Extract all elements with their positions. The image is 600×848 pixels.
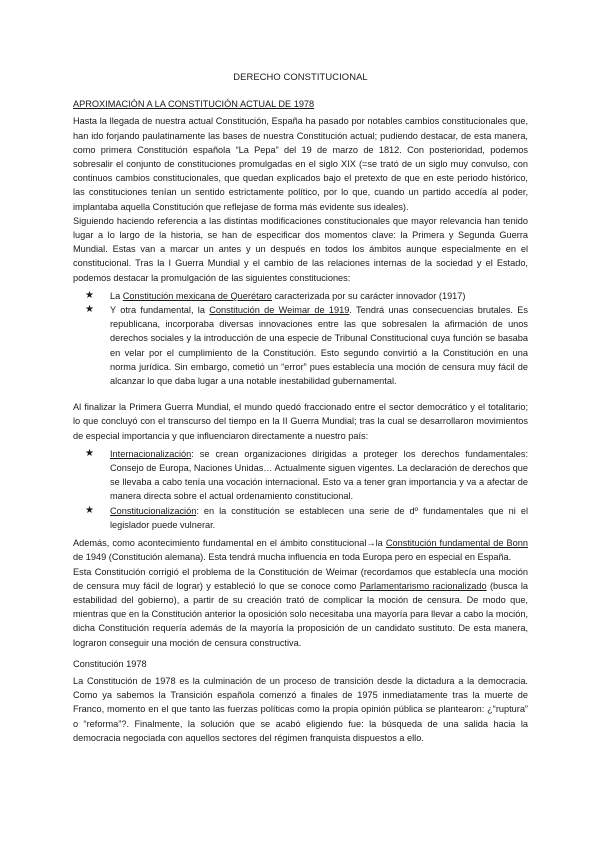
- underlined-term: Constitución fundamental de Bonn: [385, 538, 528, 549]
- underlined-term: Constitucionalización: [110, 505, 197, 516]
- movements-list: [73, 447, 528, 532]
- list-item: ★ Y otra fundamental, la Constitución de Weimar de 1919. Tendrá unas consecuencias brutales. Es republicana, incorporaba diversas innovaciones entre las que sobresalen la afirmación de unos derechos sociales y la introducción de una especie de Tribunal Constitucional cuya función se basaba en velar por el cumplimiento de la Constitución. Esto segundo convirtió a la Constitución en una norma jurídica. Sin embargo, cometió un “error” pues establecía una moción de censura muy fácil de alcanzar lo que daba lugar a una notable inestabilidad gubernamental.: [85, 304, 529, 387]
- list-item: ★ La Constitución mexicana de Querétaro caracterizada por su carácter innovador (1917): [73, 289, 528, 303]
- underlined-term: Constitución mexicana de Querétaro: [122, 290, 272, 301]
- document-title: DERECHO CONSTITUCIONAL: [233, 71, 368, 82]
- star-bullet-icon: ★: [85, 504, 94, 516]
- paragraph-bonn: Además, como acontecimiento fundamental en el ámbito constitucional→la Constitución fundamental de Bonn de 1949 (Constitución alemana). Esta tendrá mucha influencia en toda Europa pero en especial en España.: [73, 538, 528, 563]
- paragraph-constitution-1978: La Constitución de 1978 es la culminación de un proceso de transición desde la dictadura a la democracia. Como ya sabemos la Transición española comenzó a finales de 1975 inmediatamente tras la muerte de Franco, momento en el que tanto las fuerzas políticas como la propia opinión pública se plantearon: ¿“ruptura” o “reforma”?. Finalmente, la solución que se acabó eligiendo fue: la búsqueda de una salida hacia la democracia negociada con aquellos sectores del régimen franquista dispuestos a ello.: [73, 675, 528, 743]
- star-bullet-icon: ★: [85, 304, 94, 316]
- paragraph-world-wars: Siguiendo haciendo referencia a las distintas modificaciones constitucionales que mayor relevancia han tenido lugar a lo largo de la historia, se han de especificar dos momentos clave: la Primera y Segunda Guerra Mundial. Estas van a marcar un antes y un después en todos los ámbitos aunque especialmente en el constitucional. Tras la I Guerra Mundial y el cambio de las relaciones internas de la sociedad y el Estado, podemos destacar la promulgación de las siguientes constituciones:: [73, 215, 528, 283]
- paragraph-post-war: Al finalizar la Primera Guerra Mundial, el mundo quedó fraccionado entre el sector democrático y el totalitario; lo que concluyó con el transcurso del tiempo en la II Guerra Mundial; tras la cual se desarrollaron movimientos de especial importancia y que influenciaron directamente a nuestro país:: [73, 402, 528, 441]
- list-item: ★ Internacionalización: se crean organizaciones dirigidas a proteger los derechos fundamentales: Consejo de Europa, Naciones Unidas… Actualmente siguen vigentes. La declaración de derechos que se llevaba a cabo tenía una vocación internacional. Esto va a tener gran importancia y va a afectar de manera directa sobre el actual ordenamiento constitucional.: [85, 447, 528, 502]
- section-heading: APROXIMACIÓN A LA CONSTITUCIÓN ACTUAL DE 1978: [73, 99, 315, 110]
- star-bullet-icon: ★: [85, 447, 94, 459]
- constitutions-list: [73, 289, 528, 388]
- underlined-term: Constitución de Weimar de 1919: [209, 305, 350, 316]
- list-item: ★ Constitucionalización: en la constitución se establecen una serie de dº fundamentales que ni el legislador puede vulnerar.: [85, 504, 528, 530]
- underlined-term: Internacionalización: [110, 448, 192, 459]
- subsection-heading: Constitución 1978: [73, 658, 147, 669]
- paragraph-intro: Hasta la llegada de nuestra actual Constitución, España ha pasado por notables cambios constitucionales que, han ido forjando paulatinamente las bases de nuestra Constitución actual; pudiendo destacar, de esta manera, como primera Constitución española “La Pepa” del 19 de marzo de 1812. Con posterioridad, podemos sobresalir el conjunto de constituciones promulgadas en el siglo XIX (=se trató de un siglo muy convulso, con continuos cambios constitucionales, que quedan explicados bajo el pretexto de que en este periodo histórico, las constituciones tenían un sentido estrictamente político, por lo que, cuando un partido accedía al poder, implantaba aquella Constitución que reflejase de forma más evidente sus ideales).: [73, 116, 528, 212]
- paragraph-parliamentarism: Esta Constitución corrigió el problema de la Constitución de Weimar (recordamos que establecía una moción de censura muy fácil de lograr) y estableció lo que se conoce como Parlamentarismo racionalizado (busca la estabilidad del gobierno), a partir de su creación trató de complicar la moción de censura. De modo que, mientras que en la Constitución anterior la oposición solo necesitaba una mayoría para llevar a cabo la moción, dicha Constitución requería además de la mayoría la proposición de un candidato sustituto. De esta manera, lograron conseguir una moción de censura constructiva.: [73, 566, 528, 648]
- document-page: [73, 70, 528, 745]
- underlined-term: Parlamentarismo racionalizado: [359, 580, 487, 591]
- star-bullet-icon: ★: [85, 289, 94, 301]
